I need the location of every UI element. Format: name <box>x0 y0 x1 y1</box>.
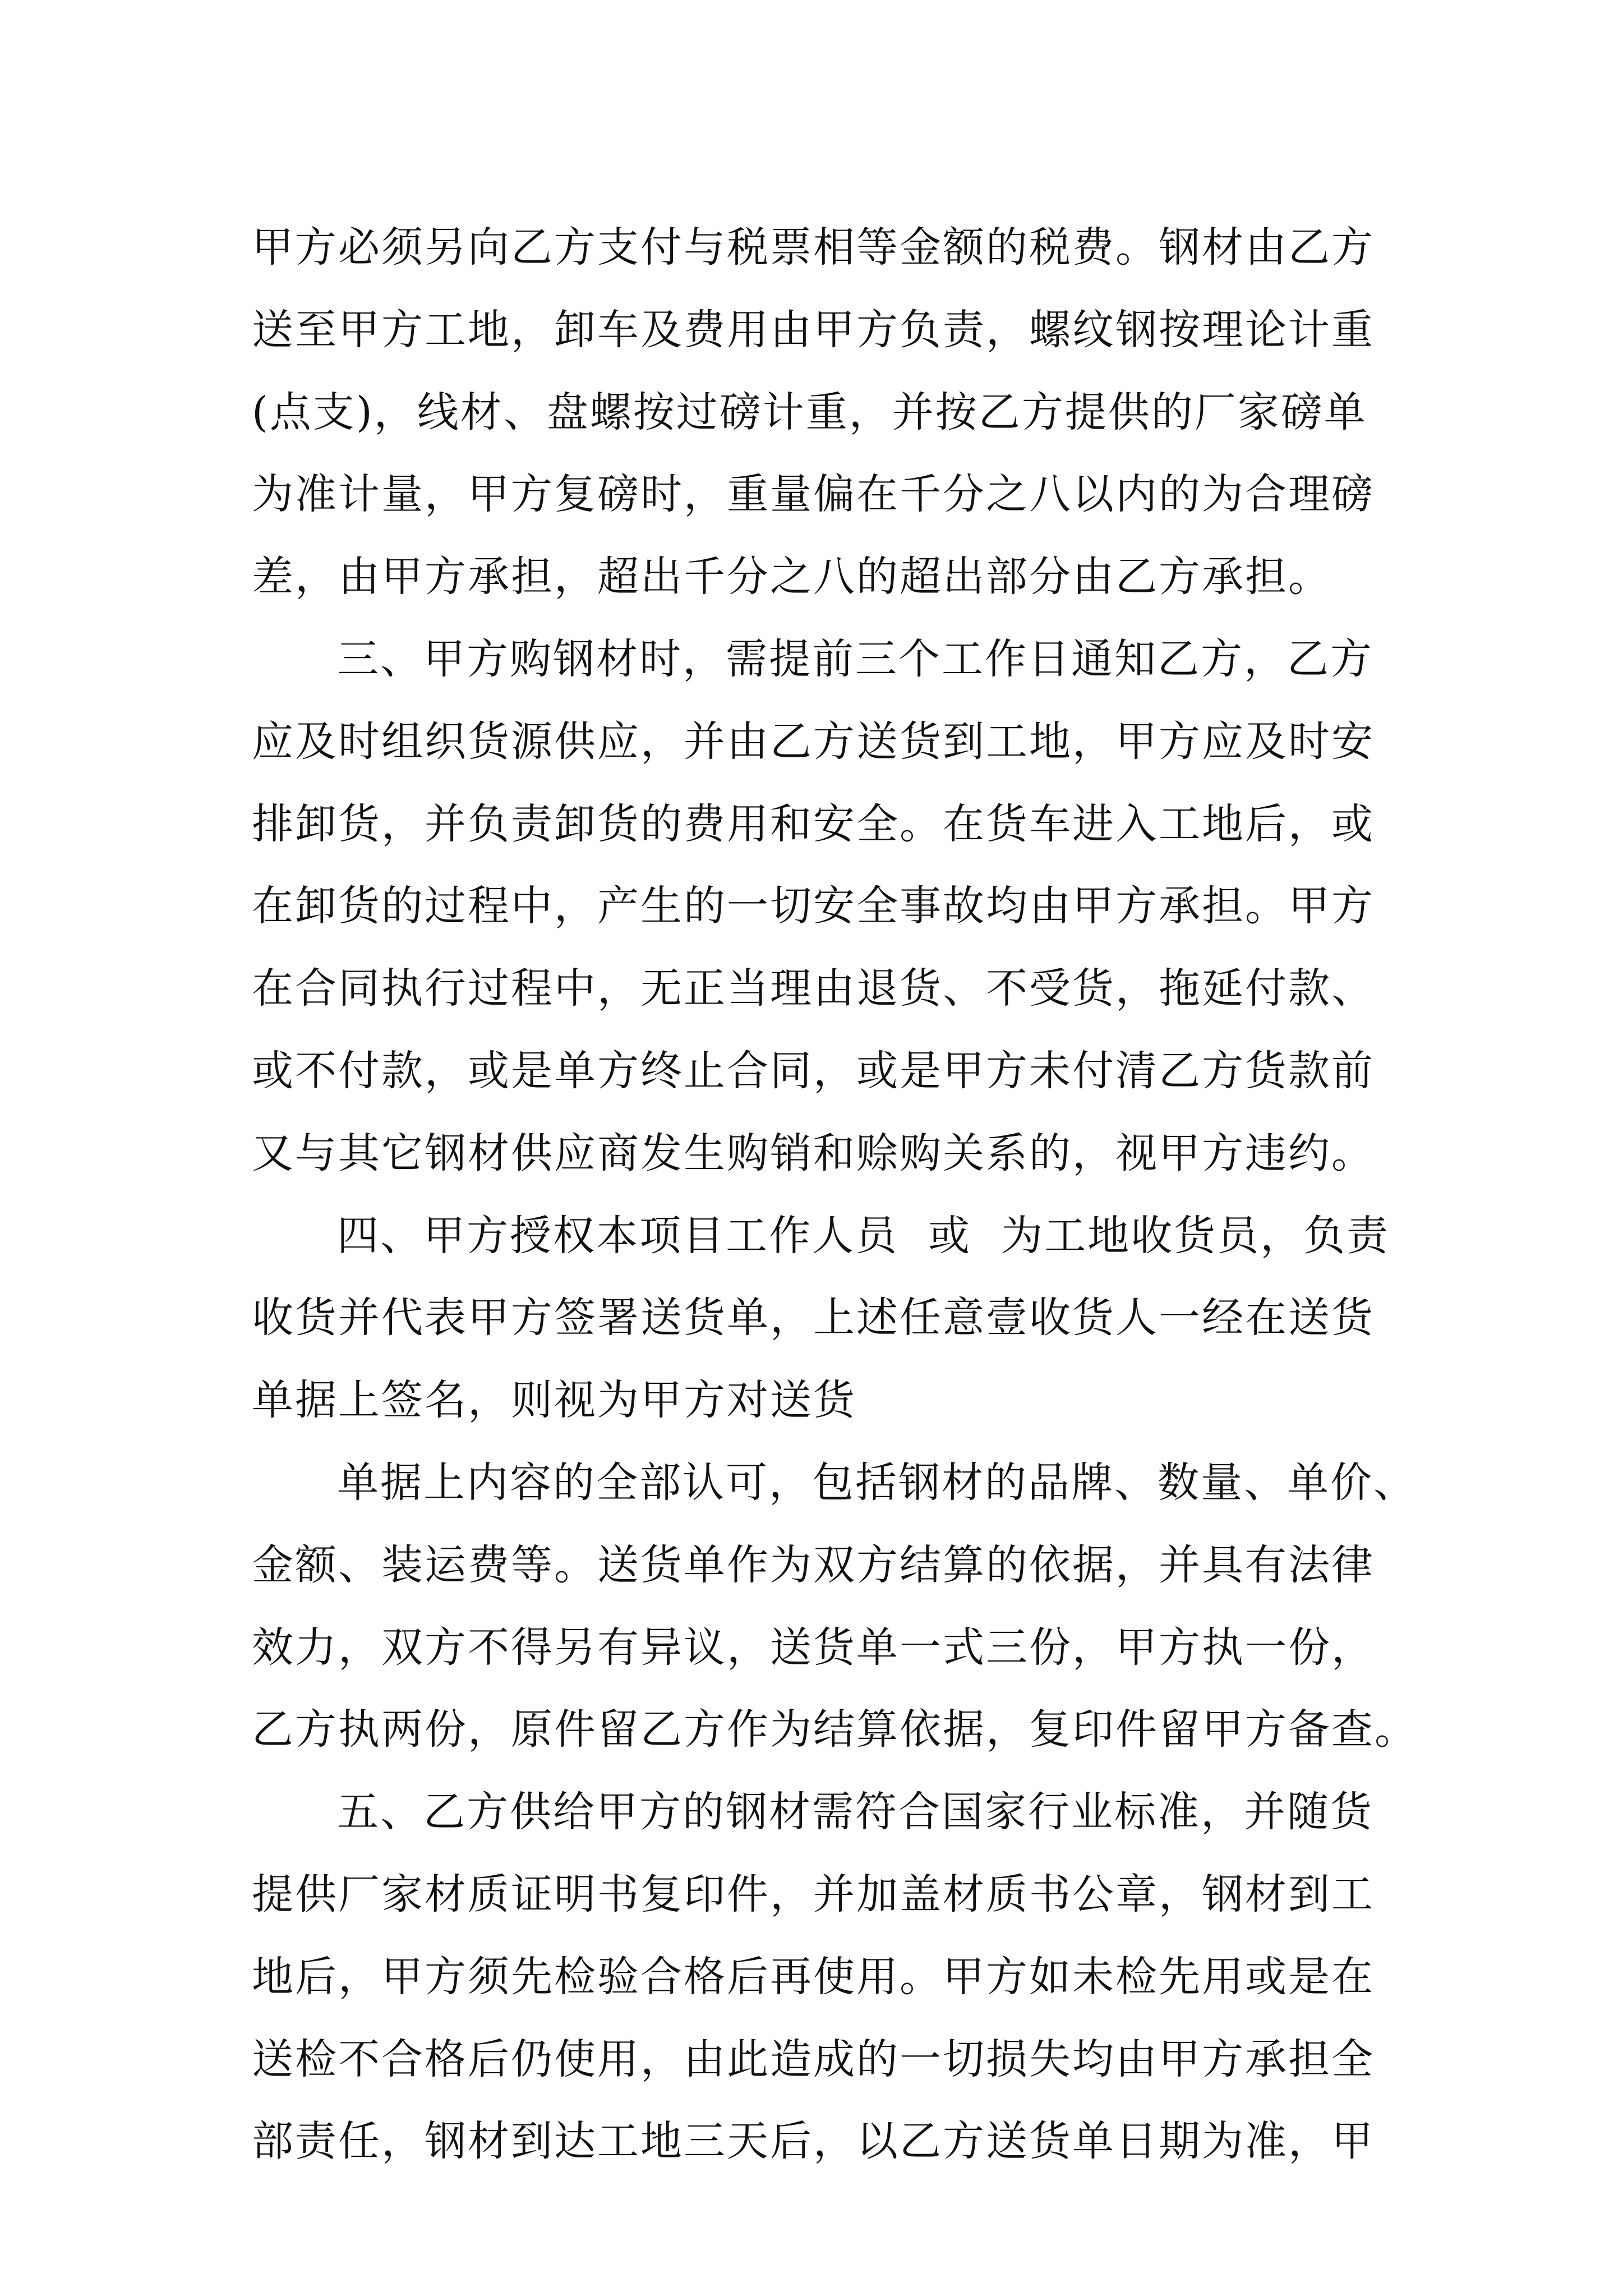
text-line: 应及时组织货源供应，并由乙方送货到工地，甲方应及时安 <box>252 717 1375 766</box>
text-line: (点支)，线材、盘螺按过磅计重，并按乙方提供的厂家磅单 <box>252 388 1367 436</box>
text-line: 地后，甲方须先检验合格后再使用。甲方如未检先用或是在 <box>252 1952 1375 2001</box>
text-line: 金额、装运费等。送货单作为双方结算的依据，并具有法律 <box>252 1540 1375 1589</box>
text-line: 在合同执行过程中，无正当理由退货、不受货，拖延付款、 <box>252 964 1375 1013</box>
paragraph-start-line: 四、甲方授权本项目工作人员 或 为工地收货员，负责 <box>337 1211 1390 1260</box>
text-line: 乙方执两份，原件留乙方作为结算依据，复印件留甲方备查。 <box>252 1705 1418 1754</box>
text-line: 提供厂家材质证明书复印件，并加盖材质书公章，钢材到工 <box>252 1870 1375 1918</box>
document-body <box>252 206 1418 2183</box>
text-line: 或不付款，或是单方终止合同，或是甲方未付清乙方货款前 <box>252 1046 1375 1095</box>
text-line: 收货并代表甲方签署送货单，上述任意壹收货人一经在送货 <box>252 1294 1375 1342</box>
text-line: 单据上签名，则视为甲方对送货 <box>252 1376 856 1425</box>
text-line: 甲方必须另向乙方支付与税票相等金额的税费。钢材由乙方 <box>252 223 1375 272</box>
text-line: 在卸货的过程中，产生的一切安全事故均由甲方承担。甲方 <box>252 882 1375 931</box>
paragraph-start-line: 单据上内容的全部认可，包括钢材的品牌、数量、单价、 <box>337 1458 1417 1507</box>
text-line: 又与其它钢材供应商发生购销和赊购关系的，视甲方违约。 <box>252 1129 1375 1177</box>
text-line: 排卸货，并负责卸货的费用和安全。在货车进入工地后，或 <box>252 799 1375 848</box>
text-line: 送至甲方工地，卸车及费用由甲方负责，螺纹钢按理论计重 <box>252 305 1375 354</box>
text-line: 送检不合格后仍使用，由此造成的一切损失均由甲方承担全 <box>252 2035 1375 2083</box>
paragraph-start-line: 五、乙方供给甲方的钢材需符合国家行业标准，并随货 <box>337 1788 1373 1837</box>
text-line: 部责任，钢材到达工地三天后，以乙方送货单日期为准，甲 <box>252 2117 1375 2166</box>
text-line: 差，由甲方承担，超出千分之八的超出部分由乙方承担。 <box>252 553 1331 601</box>
text-line: 效力，双方不得另有异议，送货单一式三份，甲方执一份， <box>252 1623 1375 1672</box>
text-line: 为准计量，甲方复磅时，重量偏在千分之八以内的为合理磅 <box>252 470 1375 519</box>
paragraph-start-line: 三、甲方购钢材时，需提前三个工作日通知乙方，乙方 <box>337 634 1373 683</box>
